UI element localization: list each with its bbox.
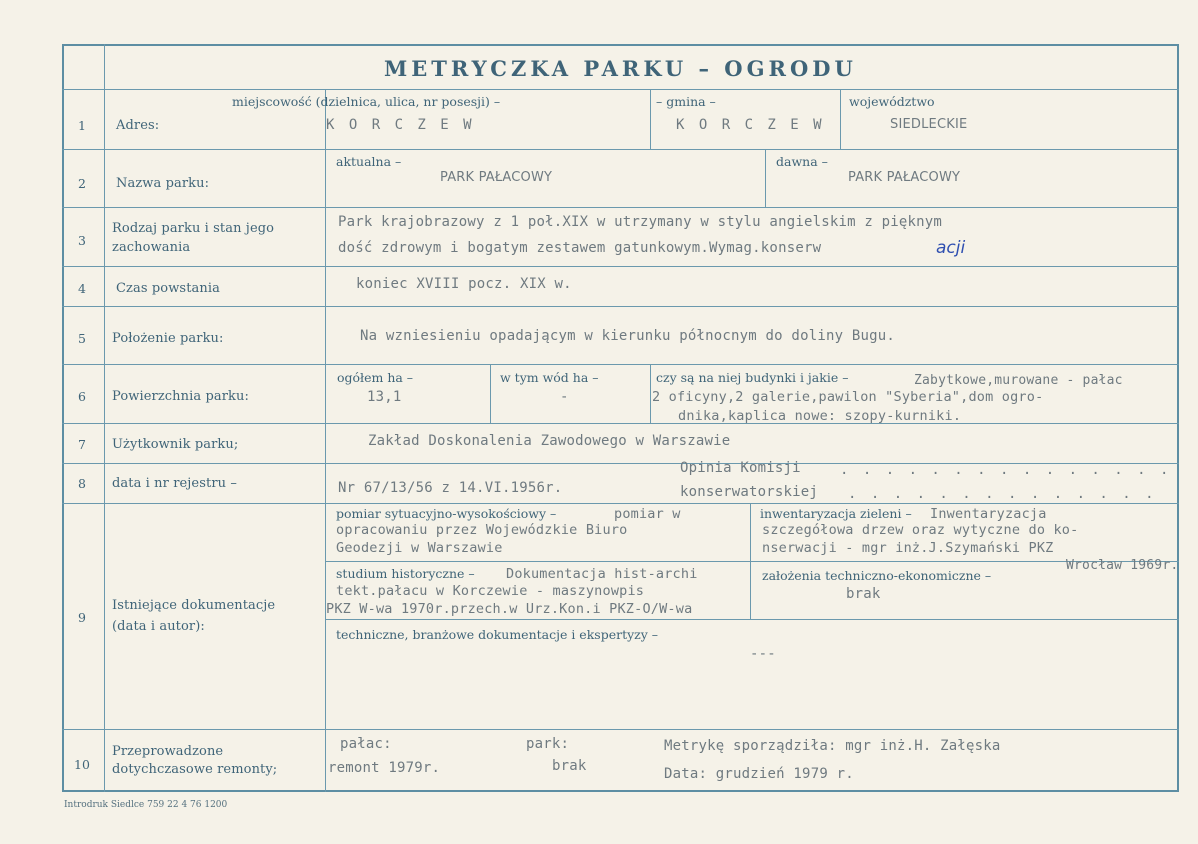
field-value: 2 oficyny,2 galerie,pawilon "Syberia",dom ogro-: [652, 389, 1044, 405]
field-value: koniec XVIII pocz. XIX w.: [356, 276, 572, 292]
divider: [62, 207, 1179, 208]
field-value: opracowaniu przez Wojewódzkie Biuro: [336, 522, 628, 538]
field-value: ---: [750, 646, 776, 662]
field-label: aktualna –: [336, 154, 402, 169]
row-label: data i nr rejestru –: [112, 476, 237, 491]
field-value: Inwentaryzacja: [930, 506, 1047, 522]
field-label: w tym wód ha –: [500, 370, 599, 385]
row-label: Użytkownik parku;: [112, 437, 239, 452]
row-number: 8: [78, 476, 86, 491]
field-value: Na wzniesieniu opadającym w kierunku północnym do doliny Bugu.: [360, 328, 895, 344]
field-value: dość zdrowym i bogatym zestawem gatunkowym.Wymag.konserw: [338, 240, 822, 256]
dotted-line: . . . . . . . . . . . . . . .: [840, 462, 1172, 478]
field-value: Park krajobrazowy z 1 poł.XIX w utrzymany w stylu angielskim z pięknym: [338, 214, 943, 230]
field-label: dawna –: [776, 154, 828, 169]
row-number: 9: [78, 610, 86, 625]
row-label: dotychczasowe remonty;: [112, 762, 278, 777]
row-number: 10: [74, 757, 90, 772]
form-frame: [62, 44, 1179, 792]
author-line: Metrykę sporządziła: mgr inż.H. Załęska: [664, 738, 1001, 754]
divider: [490, 364, 491, 423]
field-value: dnika,kaplica nowe: szopy-kurniki.: [678, 408, 962, 424]
divider: [840, 89, 841, 149]
field-value: PARK PAŁACOWY: [848, 170, 961, 185]
divider: [62, 423, 1179, 424]
row-label: Położenie parku:: [112, 331, 224, 346]
row-label: Nazwa parku:: [116, 176, 210, 191]
row-label: Czas powstania: [116, 281, 220, 296]
field-label: techniczne, branżowe dokumentacje i ekspertyzy –: [336, 627, 659, 642]
row-number: 6: [78, 389, 86, 404]
field-value: SIEDLECKIE: [890, 117, 968, 132]
field-value: brak: [552, 758, 587, 774]
row-number: 7: [78, 437, 86, 452]
field-value: Geodezji w Warszawie: [336, 540, 503, 556]
field-label: pałac:: [340, 736, 392, 752]
divider: [62, 729, 1179, 730]
row-number: 4: [78, 281, 86, 296]
field-label: studium historyczne –: [336, 566, 475, 581]
date-line: Data: grudzień 1979 r.: [664, 766, 854, 782]
divider: [62, 503, 1179, 504]
page-title: METRYCZKA PARKU – OGRODU: [384, 56, 857, 81]
row-number: 1: [78, 118, 86, 133]
handwritten-note: acji: [936, 238, 966, 258]
row-label: Przeprowadzone: [112, 744, 224, 759]
field-label: województwo: [849, 94, 935, 109]
field-value: nserwacji - mgr inż.J.Szymański PKZ: [762, 540, 1054, 556]
field-value: Zakład Doskonalenia Zawodowego w Warszawie: [368, 433, 731, 449]
row-label: Powierzchnia parku:: [112, 389, 249, 404]
field-label: miejscowość (dzielnica, ulica, nr posesji) –: [232, 94, 501, 109]
divider: [62, 306, 1179, 307]
field-value: szczegółowa drzew oraz wytyczne do ko-: [762, 522, 1079, 538]
field-label: Opinia Komisji: [680, 460, 801, 476]
field-label: inwentaryzacja zieleni –: [760, 506, 912, 521]
field-value: PKZ W-wa 1970r.przech.w Urz.Kon.i PKZ-O/W-wa: [326, 601, 693, 617]
row-number: 5: [78, 331, 86, 346]
divider: [62, 89, 1179, 90]
row-label: Rodzaj parku i stan jego: [112, 221, 275, 236]
field-value: -: [560, 389, 569, 405]
row-number: 3: [78, 233, 86, 248]
field-value: brak: [846, 586, 881, 602]
field-label: założenia techniczno-ekonomiczne –: [762, 568, 992, 583]
divider: [765, 149, 766, 207]
field-label: czy są na niej budynki i jakie –: [656, 370, 849, 385]
field-value: pomiar w: [614, 506, 681, 522]
divider: [104, 44, 105, 792]
printer-imprint: Introdruk Siedlce 759 22 4 76 1200: [64, 800, 228, 810]
row-label: zachowania: [112, 240, 191, 255]
divider: [62, 266, 1179, 267]
field-value: tekt.pałacu w Korczewie - maszynowpis: [336, 583, 645, 599]
field-value: Wrocław 1969r.: [1066, 558, 1179, 573]
field-value: K O R C Z E W: [676, 117, 825, 133]
field-value: Zabytkowe,murowane - pałac: [914, 373, 1123, 388]
dotted-line: . . . . . . . . . . . . . .: [848, 486, 1157, 502]
field-label: park:: [526, 736, 570, 752]
row-label: (data i autor):: [112, 619, 205, 634]
row-label: Adres:: [116, 118, 160, 133]
row-number: 2: [78, 176, 86, 191]
divider: [325, 619, 1179, 620]
divider: [62, 149, 1179, 150]
field-value: remont 1979r.: [328, 760, 441, 776]
divider: [62, 364, 1179, 365]
divider: [650, 89, 651, 149]
divider: [325, 561, 1179, 562]
field-value: K O R C Z E W: [326, 117, 475, 133]
field-value: 13,1: [367, 389, 402, 405]
field-value: Dokumentacja hist-archi: [506, 566, 698, 582]
row-label: Istniejące dokumentacje: [112, 598, 276, 613]
field-label: pomiar sytuacyjno-wysokościowy –: [336, 506, 557, 521]
field-label: – gmina –: [656, 94, 716, 109]
divider: [650, 364, 651, 423]
field-label: ogółem ha –: [337, 370, 414, 385]
divider: [325, 89, 326, 792]
field-value: Nr 67/13/56 z 14.VI.1956r.: [338, 480, 563, 496]
field-value: PARK PAŁACOWY: [440, 170, 553, 185]
field-label: konserwatorskiej: [680, 484, 819, 500]
